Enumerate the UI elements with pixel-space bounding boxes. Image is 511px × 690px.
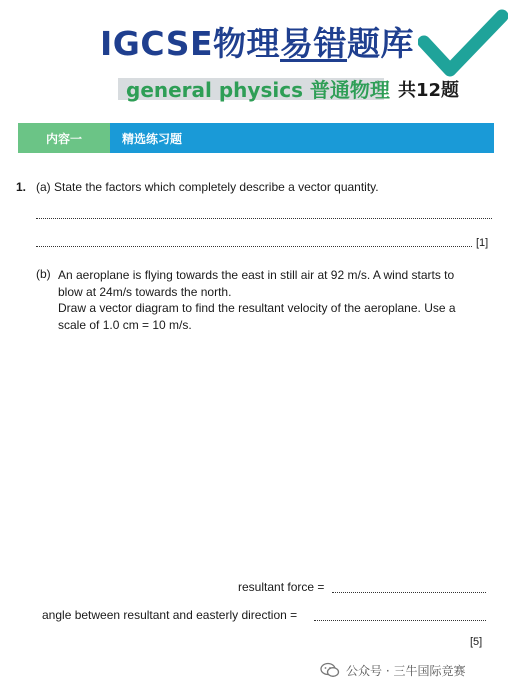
section-bar bbox=[18, 123, 494, 153]
angle-line bbox=[314, 620, 486, 621]
title-part-2: 易错 bbox=[280, 24, 348, 63]
main-title bbox=[100, 18, 414, 65]
wechat-icon bbox=[320, 662, 340, 678]
part-a bbox=[36, 180, 379, 194]
angle-label: angle between resultant and easterly direction = bbox=[42, 608, 298, 622]
footer bbox=[320, 660, 465, 680]
question-number: 1. bbox=[16, 180, 27, 194]
part-b-label: (b) bbox=[36, 267, 51, 281]
answer-line-1 bbox=[36, 218, 492, 219]
part-b-line: scale of 1.0 cm = 10 m/s. bbox=[58, 317, 192, 332]
part-b-line: Draw a vector diagram to find the resultant velocity of the aeroplane. Use a bbox=[58, 301, 456, 315]
resultant-force-label: resultant force = bbox=[238, 580, 325, 594]
part-b-mark: [5] bbox=[470, 636, 483, 648]
section-title: 精选练习题 bbox=[110, 123, 494, 153]
header bbox=[0, 0, 511, 110]
title-part-3: 题库 bbox=[347, 24, 415, 63]
footer-text: 公众号 · 三牛国际竞赛 bbox=[346, 663, 466, 678]
part-b-line: An aeroplane is flying towards the east in still air at 92 m/s. A wind starts to bbox=[58, 268, 455, 282]
part-b-line: blow at 24m/s towards the north. bbox=[58, 284, 232, 299]
part-a-text: State the factors which completely describe a vector quantity. bbox=[54, 180, 379, 194]
question-count: 共12题 bbox=[398, 80, 460, 101]
title-part-1: IGCSE物理 bbox=[100, 24, 281, 63]
section-label: 内容一 bbox=[18, 123, 110, 153]
resultant-force-line bbox=[332, 592, 486, 593]
part-a-mark: [1] bbox=[476, 237, 489, 249]
part-b-text bbox=[58, 267, 490, 333]
part-a-label: (a) bbox=[36, 180, 51, 194]
checkmark-icon bbox=[418, 8, 508, 80]
answer-line-2 bbox=[36, 246, 472, 247]
subtitle: general physics 普通物理 bbox=[126, 78, 390, 102]
